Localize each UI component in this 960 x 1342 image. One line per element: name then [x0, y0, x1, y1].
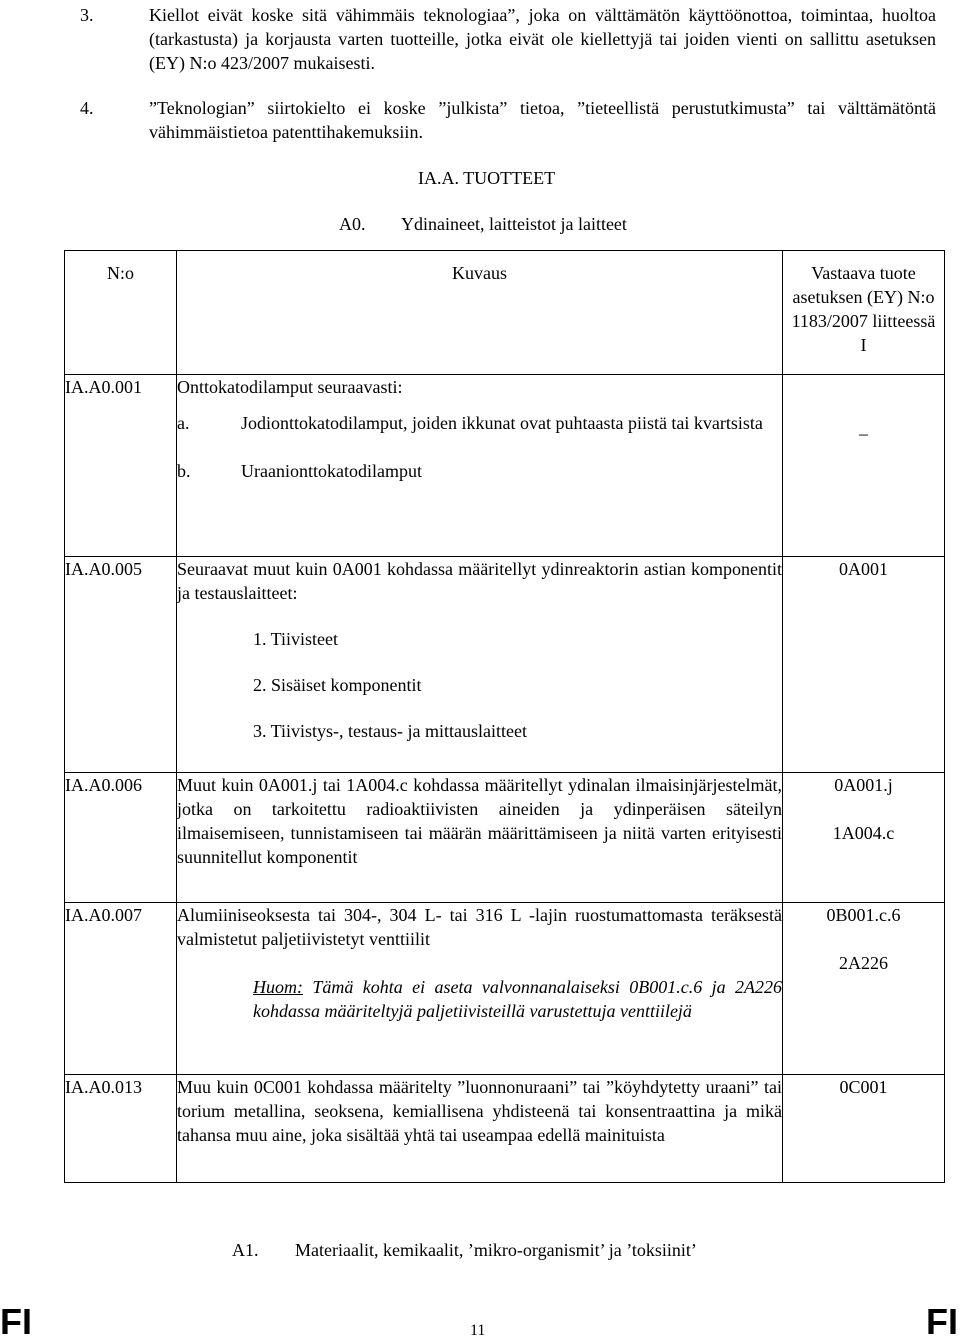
reference-2: 2A226	[839, 953, 888, 973]
table-header-row	[65, 251, 945, 375]
row-reference: _	[783, 375, 945, 557]
sub-item-label: a.	[177, 413, 190, 433]
row-code: IA.A0.001	[65, 375, 177, 557]
header-desc: Kuvaus	[177, 251, 783, 375]
next-section-title: Materiaalit, kemikaalit, ’mikro-organismit’ ja ’toksiinit’	[295, 1240, 697, 1260]
products-table	[64, 250, 945, 1183]
row-intro: Alumiiniseoksesta tai 304-, 304 L- tai 316 L -lajin ruostumattomasta teräksestä valmistetut paljetiivistetyt venttiilit	[177, 905, 782, 949]
sub-item-text: Jodionttokatodilamput, joiden ikkunat ovat puhtaasta piistä tai kvartsista	[241, 413, 763, 433]
row-description	[177, 375, 783, 557]
intro-item-3-num: 3.	[80, 5, 94, 25]
reference-1: 0A001.j	[834, 775, 893, 795]
note-text: Tämä kohta ei aseta valvonnanalaiseksi 0B001.c.6 ja 2A226 kohdassa määriteltyjä paljetiivisteillä varustettuja venttiilejä	[253, 977, 783, 1021]
section-sub-code: A0.	[339, 214, 366, 234]
reference-1: 0B001.c.6	[826, 905, 901, 925]
intro-item-4-text: ”Teknologian” siirtokielto ei koske ”julkista” tietoa, ”tieteellistä perustutkimusta” tai välttämätöntä vähimmäistietoa patenttihakemuksiin.	[149, 98, 936, 142]
row-intro: Seuraavat muut kuin 0A001 kohdassa määritellyt ydinreaktorin astian komponentit ja testauslaitteet:	[177, 559, 782, 603]
section-sub-title: Ydinaineet, laitteistot ja laitteet	[401, 214, 627, 234]
row-code: IA.A0.006	[65, 773, 177, 903]
header-no: N:o	[65, 251, 177, 375]
page-number: 11	[470, 1322, 486, 1339]
row-code: IA.A0.005	[65, 557, 177, 773]
section-heading: IA.A. TUOTTEET	[418, 168, 556, 188]
table-row	[65, 375, 945, 557]
next-section-code: A1.	[232, 1240, 259, 1260]
table-row	[65, 1075, 945, 1183]
numbered-item-1: 1. Tiivisteet	[253, 629, 339, 649]
footer-language-mark-right: FI	[926, 1301, 958, 1342]
row-code: IA.A0.007	[65, 903, 177, 1075]
row-description	[177, 903, 783, 1075]
row-reference: 0C001	[783, 1075, 945, 1183]
row-reference	[783, 773, 945, 903]
intro-item-4-num: 4.	[80, 98, 94, 118]
intro-item-3-text: Kiellot eivät koske sitä vähimmäis teknologiaa”, joka on välttämätön käyttöönottoa, toimintaa, huoltoa (tarkastusta) ja korjausta varten tuotteille, jotka eivät ole kiellettyjä tai joiden vienti on sallittu asetuksen (EY) N:o 423/2007 mukaisesti.	[149, 5, 936, 73]
row-description: Muu kuin 0C001 kohdassa määritelty ”luonnonuraani” tai ”köyhdytetty uraani” tai torium metallina, seoksena, kemiallisena yhdisteenä tai konsentraattina ja mikä tahansa muu aine, joka sisältää yhtä tai useampaa edellä mainituista	[177, 1075, 783, 1183]
note	[253, 975, 782, 1023]
row-description: Muut kuin 0A001.j tai 1A004.c kohdassa määritellyt ydinalan ilmaisinjärjestelmät, jotka on tarkoitettu radioaktiivisten aineiden ja ydinperäisen säteilyn ilmaisemiseen, tunnistamiseen tai määrän määrittämiseen ja niitä varten erityisesti suunnitellut komponentit	[177, 773, 783, 903]
row-intro: Onttokatodilamput seuraavasti:	[177, 377, 403, 397]
row-description	[177, 557, 783, 773]
numbered-item-2: 2. Sisäiset komponentit	[253, 675, 422, 695]
sub-item-b	[177, 459, 782, 483]
row-reference	[783, 903, 945, 1075]
sub-item-text: Uraanionttokatodilamput	[241, 461, 422, 481]
header-rel: Vastaava tuote asetuksen (EY) N:o 1183/2007 liitteessä I	[783, 251, 945, 375]
note-label: Huom:	[253, 977, 303, 997]
sub-item-label: b.	[177, 461, 191, 481]
table-row	[65, 557, 945, 773]
row-reference: 0A001	[783, 557, 945, 773]
sub-item-a	[177, 411, 782, 435]
reference-2: 1A004.c	[832, 823, 895, 843]
table-row	[65, 903, 945, 1075]
footer-language-mark-left: FI	[0, 1301, 32, 1342]
numbered-item-3: 3. Tiivistys-, testaus- ja mittauslaitteet	[253, 721, 527, 741]
row-code: IA.A0.013	[65, 1075, 177, 1183]
table-row	[65, 773, 945, 903]
